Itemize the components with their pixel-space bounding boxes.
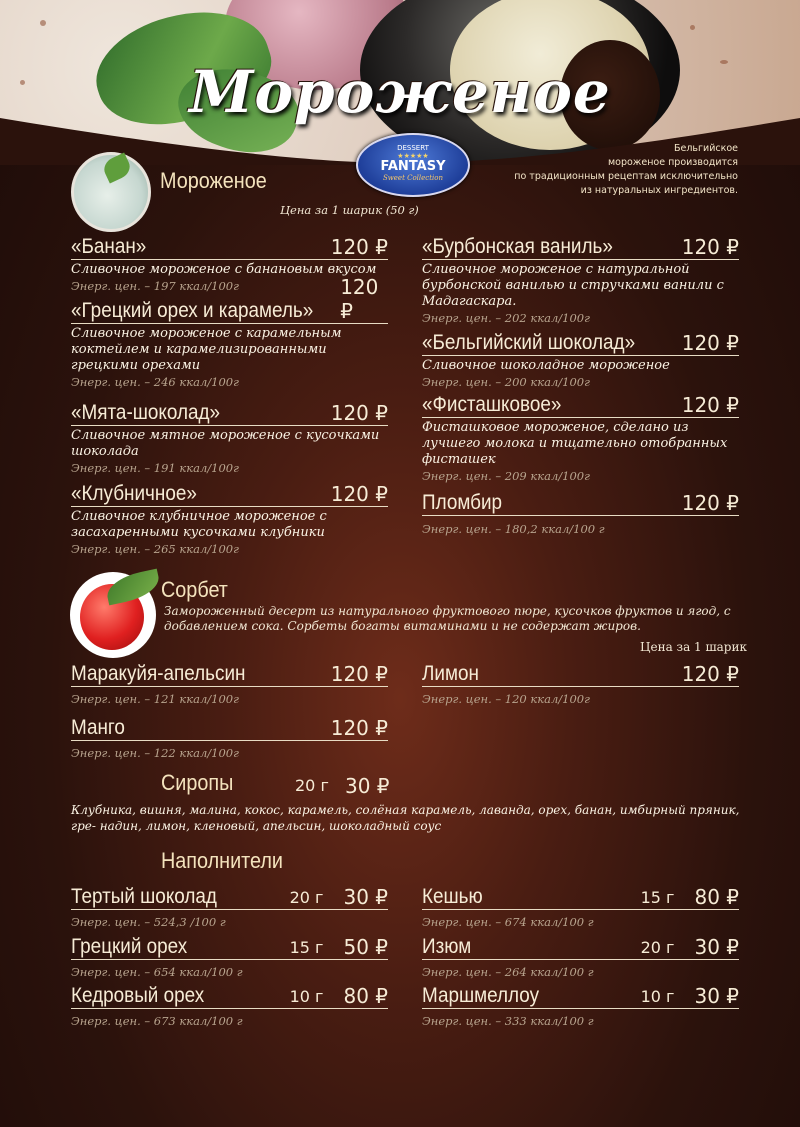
logo-top-text: DESSERT [397,144,429,152]
filler-item [71,932,388,979]
menu-item [71,713,388,760]
item-price: 80 ₽ [694,885,739,909]
sorbet-price-note: Цена за 1 шарик [640,640,747,654]
logo-sub-text: Sweet Collection [383,174,443,182]
logo-stars-icon: ★★★★★ [397,152,429,160]
sorbet-heading: Сорбет [161,577,228,602]
menu-item [422,328,739,389]
item-weight: 20 г [289,888,324,907]
item-energy: Энерг. цен. – 209 ккал/100г [422,469,590,483]
item-description: Сливочное мороженое с банановым вкусом [71,262,377,277]
item-energy: Энерг. цен. – 265 ккал/100г [71,542,239,556]
tagline-line: из натуральных ингредиентов. [580,185,738,196]
item-weight: 10 г [289,987,324,1006]
item-energy: Энерг. цен. – 191 ккал/100г [71,461,239,475]
item-energy: Энерг. цен. – 654 ккал/100 г [71,965,243,979]
syrups-list: Клубника, вишня, малина, кокос, карамель, солёная карамель, лаванда, орех, банан, имбирный пряник, гре- надин, лимон, кленовый, апельсин, шоколадный соус [71,803,740,833]
menu-item [71,659,388,706]
item-price: 120 ₽ [340,275,379,323]
item-energy: Энерг. цен. – 673 ккал/100 г [71,1014,243,1028]
menu-item [71,479,388,556]
item-energy: Энерг. цен. – 674 ккал/100 г [422,915,594,929]
item-name: Маршмеллоу [422,984,540,1007]
item-name: Изюм [422,935,472,958]
item-weight: 20 г [640,938,675,957]
item-energy: Энерг. цен. – 333 ккал/100 г [422,1014,594,1028]
filler-item [71,981,388,1028]
menu-item [422,659,739,706]
item-energy: Энерг. цен. – 264 ккал/100 г [422,965,594,979]
syrups-heading: Сиропы [161,770,234,795]
item-energy: Энерг. цен. – 122 ккал/100г [71,746,239,760]
brand-logo [356,133,470,197]
item-price: 120 ₽ [330,482,388,506]
menu-item [422,232,739,325]
item-price: 120 ₽ [330,716,388,740]
item-name: «Бельгийский шоколад» [422,331,636,354]
icecream-price-note: Цена за 1 шарик (50 г) [280,203,419,217]
item-description: Фисташковое мороженое, сделано из лучшего молока и тщательно отобранных фисташек [422,420,728,467]
item-price: 120 ₽ [681,393,739,417]
filler-item [422,981,739,1028]
sorbet-description: Замороженный десерт из натурального фруктового пюре, кусочков фруктов и ягод, с добавлением сока. Сорбеты богаты витаминами и не содержат жиров. [164,604,731,633]
item-name: Пломбир [422,491,503,514]
item-price: 120 ₽ [330,662,388,686]
item-price: 120 ₽ [330,401,388,425]
item-name: Маракуйя-апельсин [71,662,246,685]
item-description: Сливочное мороженое с карамельным коктейлем и карамелизированными грецкими орехами [71,326,342,373]
item-price: 120 ₽ [681,662,739,686]
filler-item [422,882,739,929]
item-price: 50 ₽ [343,935,388,959]
item-name: «Бурбонская ваниль» [422,235,613,258]
cocoa-dust [690,25,695,30]
fillers-heading: Наполнители [161,848,283,873]
mint-leaf-icon [104,569,162,606]
sorbet-thumbnail [70,572,156,658]
item-price: 30 ₽ [694,935,739,959]
item-description: Сливочное мятное мороженое с кусочками шоколада [71,428,380,459]
mint-leaf-icon [101,153,134,184]
item-description: Сливочное мороженое с натуральной бурбонской ванилью и стручками ванили с Мадагаскара. [422,262,724,309]
item-price: 30 ₽ [343,885,388,909]
filler-item [71,882,388,929]
item-weight: 10 г [640,987,675,1006]
item-name: Тертый шоколад [71,885,217,908]
item-energy: Энерг. цен. – 246 ккал/100г [71,375,239,389]
cocoa-dust [40,20,46,26]
item-price: 120 ₽ [681,331,739,355]
item-energy: Энерг. цен. – 197 ккал/100г [71,279,239,293]
item-name: «Грецкий орех и карамель» [71,299,314,322]
menu-item [422,488,739,536]
item-price: 80 ₽ [343,984,388,1008]
item-name: «Фисташковое» [422,393,562,416]
item-price: 30 ₽ [694,984,739,1008]
item-weight: 15 г [640,888,675,907]
item-energy: Энерг. цен. – 202 ккал/100г [422,311,590,325]
item-energy: Энерг. цен. – 200 ккал/100г [422,375,590,389]
icecream-heading: Мороженое [160,168,267,193]
tagline-line: по традиционным рецептам исключительно [514,171,738,182]
filler-item [422,932,739,979]
item-description: Сливочное клубничное мороженое с засахаренными кусочками клубники [71,509,327,540]
item-name: «Мята-шоколад» [71,401,221,424]
item-energy: Энерг. цен. – 120 ккал/100г [422,692,590,706]
item-name: «Клубничное» [71,482,197,505]
icecream-thumbnail [71,152,151,232]
item-description: Сливочное шоколадное мороженое [422,358,670,373]
tagline [508,142,738,198]
menu-item [422,390,739,483]
item-name: Кешью [422,885,483,908]
item-energy: Энерг. цен. – 121 ккал/100г [71,692,239,706]
page-title: Мороженое [189,58,611,126]
item-energy: Энерг. цен. – 524,3 /100 г [71,915,226,929]
menu-item [71,398,388,475]
item-name: Грецкий орех [71,935,188,958]
tagline-line: Бельгийское [674,143,738,154]
logo-brand-text: FANTASY [380,159,446,174]
item-price: 120 ₽ [681,491,739,515]
item-price: 120 ₽ [681,235,739,259]
syrups-price: 30 ₽ [345,774,390,798]
item-name: Лимон [422,662,479,685]
tagline-line: мороженое производится [607,157,738,168]
item-name: «Банан» [71,235,147,258]
item-weight: 15 г [289,938,324,957]
syrups-weight: 20 г [295,776,329,795]
item-name: Манго [71,716,125,739]
item-price: 120 ₽ [330,235,388,259]
item-energy: Энерг. цен. – 180,2 ккал/100 г [422,522,605,536]
item-name: Кедровый орех [71,984,205,1007]
